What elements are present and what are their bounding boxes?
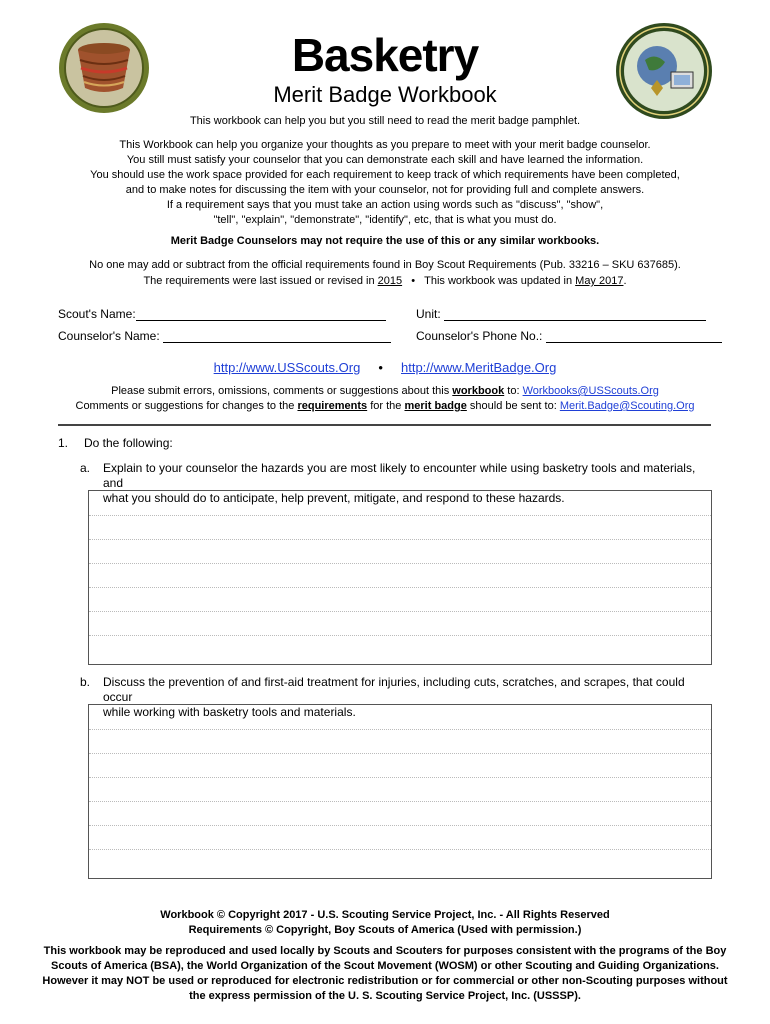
scout-name-line[interactable]	[136, 320, 386, 321]
intro-line: "tell", "explain", "demonstrate", "identify", etc, that is what you must do.	[213, 214, 557, 226]
website-links	[0, 360, 770, 375]
changes-word-requirements: requirements	[297, 400, 368, 412]
section-divider	[58, 424, 711, 426]
meritbadge-link[interactable]: http://www.MeritBadge.Org	[401, 360, 557, 375]
merit-badge-email-link[interactable]: Merit.Badge@Scouting.Org	[559, 400, 695, 412]
intro-line: If a requirement says that you must take an action using words such as "discuss", "show",	[166, 199, 604, 211]
req-1-number: 1.	[58, 436, 69, 450]
changes-suffix: should be sent to:	[469, 400, 557, 412]
intro-line: This Workbook can help you organize your thoughts as you prepare to meet with your merit badge counselor.	[119, 139, 651, 151]
counselor-name-label: Counselor's Name:	[58, 329, 160, 343]
counselor-name-line[interactable]	[163, 342, 391, 343]
updated-prefix: This workbook was updated in	[424, 275, 573, 287]
link-separator: •	[378, 360, 383, 375]
permission-line: the express permission of the U. S. Scouting Service Project, Inc. (USSSP).	[189, 990, 581, 1002]
issued-prefix: The requirements were last issued or revised in	[143, 275, 375, 287]
intro-line: You should use the work space provided for each requirement to keep track of which requirements have been completed,	[90, 169, 680, 181]
intro-line: You still must satisfy your counselor that you can demonstrate each skill and have learned the information.	[126, 154, 644, 166]
answer-box-1a[interactable]	[88, 490, 712, 665]
updated-suffix: .	[623, 275, 627, 287]
req-1b-line: while working with basketry tools and materials.	[103, 705, 356, 719]
req-1a-label: a.	[80, 461, 91, 475]
submit-word: workbook	[452, 385, 505, 397]
updated-date: May 2017	[575, 275, 624, 287]
permission-line: This workbook may be reproduced and used locally by Scouts and Scouters for purposes consistent with the programs of the Boy	[43, 945, 727, 957]
page-subtitle: Merit Badge Workbook	[273, 82, 497, 107]
intro-line: and to make notes for discussing the item with your counselor, not for providing full and complete answers.	[125, 184, 645, 196]
counselor-phone-line[interactable]	[546, 342, 722, 343]
unit-line[interactable]	[444, 320, 706, 321]
scout-name-label: Scout's Name:	[58, 307, 136, 321]
issued-year: 2015	[377, 275, 403, 287]
footer	[0, 908, 770, 1004]
req-1b-label: b.	[80, 675, 91, 689]
copyright-line: Workbook © Copyright 2017 - U.S. Scouting Service Project, Inc. - All Rights Reserved	[160, 909, 610, 921]
counselor-phone-field[interactable]	[416, 329, 722, 343]
counselor-phone-label: Counselor's Phone No.:	[416, 329, 543, 343]
changes-line	[0, 399, 770, 414]
copyright-line: Requirements © Copyright, Boy Scouts of America (Used with permission.)	[188, 924, 582, 936]
submit-line	[0, 384, 770, 399]
req-1b-line: Discuss the prevention of and first-aid treatment for injuries, including cuts, scratches, and scrapes, that could occur	[103, 675, 685, 704]
req-1a-line: Explain to your counselor the hazards you are most likely to encounter while using basketry tools and materials, and	[103, 461, 696, 490]
counselor-name-field[interactable]	[58, 329, 391, 343]
permission-line: However it may NOT be used or reproduced for electronic redistribution or for commercial or other non-Scouting purposes without	[42, 975, 728, 987]
changes-mid: for the	[370, 400, 402, 412]
page-title: Basketry	[291, 29, 479, 81]
answer-box-1b[interactable]	[88, 704, 712, 879]
counselor-note: Merit Badge Counselors may not require the use of this or any similar workbooks.	[170, 235, 600, 247]
submit-mid: to:	[507, 385, 520, 397]
pamphlet-note: This workbook can help you but you still need to read the merit badge pamphlet.	[189, 115, 581, 127]
submit-prefix: Please submit errors, omissions, comments or suggestions about this	[111, 385, 450, 397]
workbooks-email-link[interactable]: Workbooks@USScouts.Org	[522, 385, 659, 397]
revision-line	[0, 274, 770, 289]
bullet: •	[411, 275, 416, 287]
changes-word-merit-badge: merit badge	[404, 400, 467, 412]
unit-label: Unit:	[416, 307, 441, 321]
intro-paragraph	[0, 138, 770, 228]
req-1-text: Do the following:	[84, 436, 173, 450]
scout-name-field[interactable]	[58, 307, 386, 321]
official-requirements-note: No one may add or subtract from the official requirements found in Boy Scout Requirements (Pub. 33216 – SKU 637685).	[89, 259, 681, 271]
usscouts-link[interactable]: http://www.USScouts.Org	[213, 360, 361, 375]
changes-prefix: Comments or suggestions for changes to the	[75, 400, 295, 412]
req-1a-line: what you should do to anticipate, help prevent, mitigate, and respond to these hazards.	[103, 491, 565, 505]
unit-field[interactable]	[416, 307, 706, 321]
permission-line: Scouts of America (BSA), the World Organization of the Scout Movement (WOSM) or other Scouting and Guiding Organizations.	[51, 960, 719, 972]
